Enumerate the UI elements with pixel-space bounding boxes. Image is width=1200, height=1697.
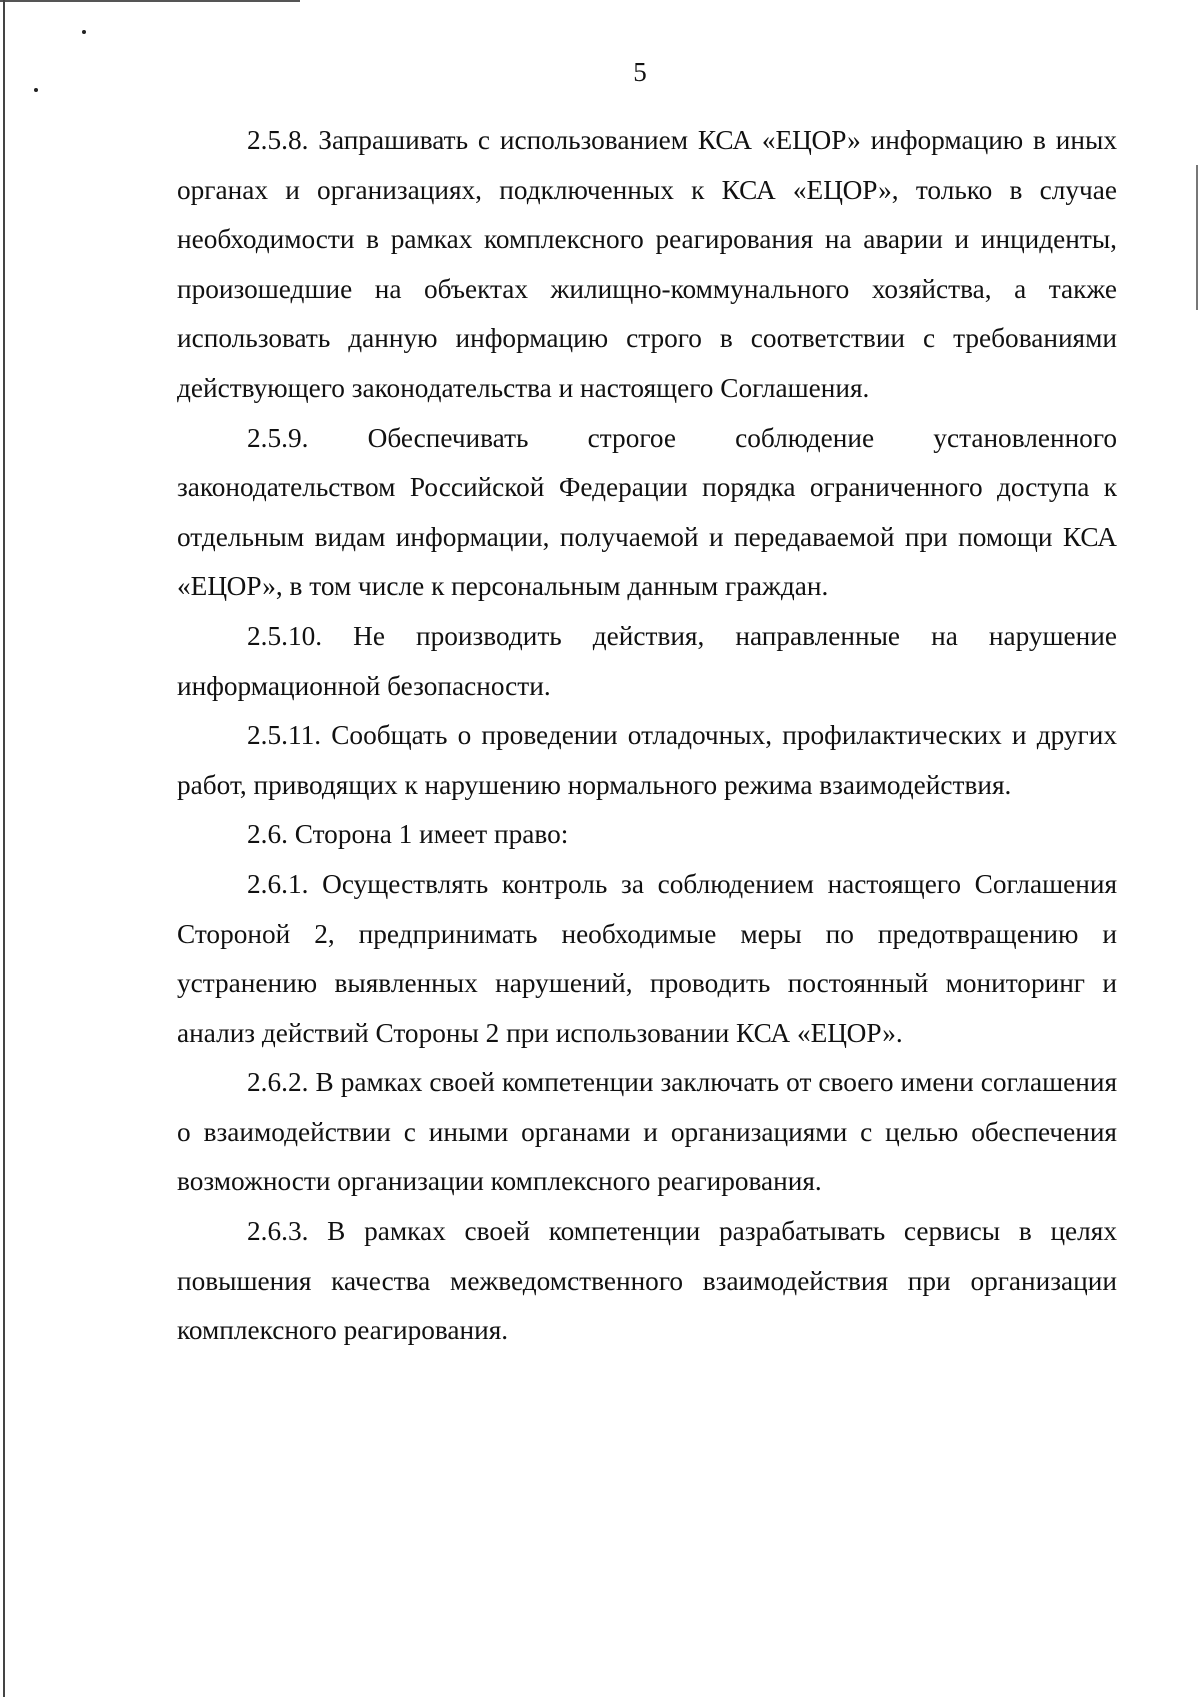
scan-speck (82, 30, 86, 34)
paragraph-2-6-1: 2.6.1. Осуществлять контроль за соблюдением настоящего Соглашения Стороной 2, предпринимать необходимые меры по предотвращению и устранению выявленных нарушений, проводить постоянный мониторинг и анализ действий Стороны 2 при использовании КСА «ЕЦОР». (177, 868, 1117, 1048)
scan-edge-left (3, 0, 5, 1697)
paragraph-2-5-9: 2.5.9. Обеспечивать строгое соблюдение установленного законодательством Российской Федерации порядка ограниченного доступа к отдельным видам информации, получаемой и передаваемой при помощи КСА «ЕЦОР», в том числе к персональным данным граждан. (177, 422, 1117, 602)
scan-speck (34, 88, 38, 92)
page-number: 5 (633, 57, 647, 87)
paragraph-2-6-2: 2.6.2. В рамках своей компетенции заключать от своего имени соглашения о взаимодействии с иными органами и организациями с целью обеспечения возможности организации комплексного реагирования. (177, 1067, 1117, 1197)
scan-edge-top (0, 0, 300, 2)
paragraph-2-5-10: 2.5.10. Не производить действия, направленные на нарушение информационной безопасности. (177, 620, 1117, 701)
scan-edge-right (1196, 165, 1198, 310)
document-body (177, 116, 1117, 1356)
paragraph-2-5-11: 2.5.11. Сообщать о проведении отладочных, профилактических и других работ, приводящих к нарушению нормального режима взаимодействия. (177, 720, 1117, 800)
paragraph-2-6: 2.6. Сторона 1 имеет право: (247, 819, 569, 850)
paragraph-2-5-8: 2.5.8. Запрашивать с использованием КСА «ЕЦОР» информацию в иных органах и организациях, подключенных к КСА «ЕЦОР», только в случае необходимости в рамках комплексного реагирования на аварии и инциденты, произошедшие на объектах жилищно-коммунального хозяйства, а также использовать данную информацию строго в соответствии с требованиями действующего законодательства и настоящего Соглашения. (177, 125, 1117, 403)
paragraph-2-6-3: 2.6.3. В рамках своей компетенции разрабатывать сервисы в целях повышения качества межведомственного взаимодействия при организации комплексного реагирования. (177, 1216, 1117, 1346)
